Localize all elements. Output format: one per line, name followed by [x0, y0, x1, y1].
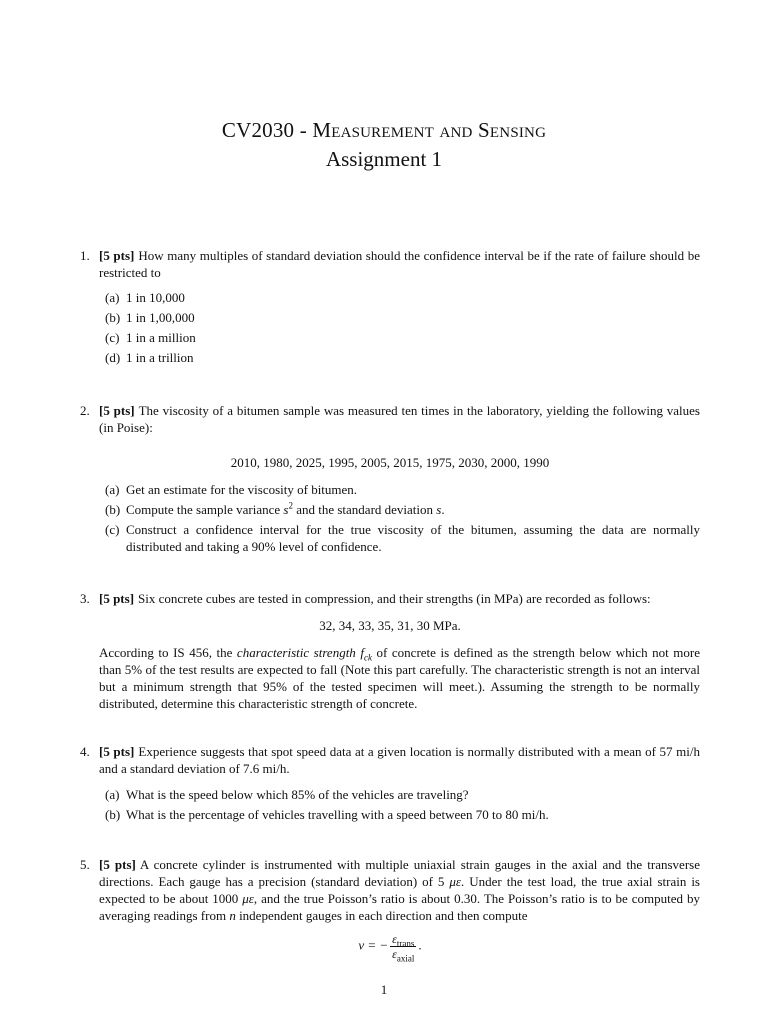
question-text: Six concrete cubes are tested in compression, and their strengths (in MPa) are recorded as follows:	[138, 591, 651, 606]
question-3	[80, 590, 700, 712]
sub-text: What is the speed below which 85% of the vehicles are traveling?	[126, 787, 469, 802]
equation-lhs: ν = −	[358, 937, 389, 953]
epsilon-symbol: ε	[392, 932, 397, 946]
subscript: trans	[396, 938, 415, 949]
question-paragraph	[99, 644, 700, 712]
assignment-title: Assignment 1	[325, 147, 443, 171]
question-text: A concrete cylinder is instrumented with multiple uniaxial strain gauges in the axial and the transverse directions. Each gauge has a precision (standard deviation) of 5	[99, 857, 700, 889]
question-text: . Under the test load, the true axial strain is expected to be about 1000	[99, 874, 700, 906]
question-number: 4.	[80, 744, 90, 759]
points-label: [5 pts]	[99, 744, 135, 759]
sub-label: (b)	[105, 310, 121, 325]
question-number: 5.	[80, 857, 90, 872]
sub-text: What is the percentage of vehicles travelling with a speed between 70 to 80 mi/h.	[126, 807, 549, 822]
question-number: 3.	[80, 591, 90, 606]
points-label: [5 pts]	[99, 248, 135, 263]
question-number: 2.	[80, 403, 90, 418]
equation-fraction	[390, 932, 416, 964]
sub-label: (a)	[105, 482, 120, 497]
equation-end: .	[418, 937, 422, 953]
sub-question	[105, 481, 700, 498]
subscript: axial	[396, 953, 415, 964]
sub-text: 1 in 10,000	[126, 290, 185, 305]
sub-text: 1 in a trillion	[126, 350, 194, 365]
sub-question-list	[105, 481, 700, 555]
question-text: Experience suggests that spot speed data at a given location is normally distributed with a mean of 57 mi/h and a standard deviation of 7.6 mi/h.	[99, 744, 700, 776]
sub-question	[105, 309, 700, 326]
question-text: , and the true Poisson’s ratio is about 0.30. The Poisson’s ratio is to be computed by averaging readings from	[99, 891, 700, 923]
subscript: ck	[363, 652, 372, 663]
sub-question	[105, 806, 700, 823]
sub-label: (b)	[105, 807, 121, 822]
sub-question-list	[105, 786, 700, 823]
sub-text: .	[441, 502, 445, 517]
sub-question	[105, 521, 700, 555]
sub-question-list	[105, 289, 700, 366]
defined-term: characteristic strength	[236, 645, 361, 660]
math-symbol: n	[229, 908, 236, 923]
paragraph-text: According to IS 456, the	[99, 645, 237, 660]
points-label: [5 pts]	[99, 403, 135, 418]
sub-label: (c)	[105, 522, 120, 537]
epsilon-symbol: ε	[392, 947, 397, 961]
viscosity-data: 2010, 1980, 2025, 1995, 2005, 2015, 1975, 2030, 2000, 1990	[230, 455, 550, 470]
question-1	[80, 247, 700, 369]
question-text: independent gauges in each direction and then compute	[235, 908, 528, 923]
sub-question	[105, 289, 700, 306]
question-5	[80, 856, 700, 964]
page-number: 1	[380, 982, 388, 997]
sub-question	[105, 329, 700, 346]
sub-question	[105, 349, 700, 366]
variance-symbol: s	[283, 502, 289, 517]
superscript: 2	[288, 500, 293, 511]
question-2	[80, 402, 700, 558]
question-4	[80, 743, 700, 826]
sub-label: (a)	[105, 787, 120, 802]
sub-label: (a)	[105, 290, 120, 305]
sub-text: 1 in 1,00,000	[126, 310, 195, 325]
sub-text: Get an estimate for the viscosity of bitumen.	[126, 482, 358, 497]
question-number: 1.	[80, 248, 90, 263]
question-text: How many multiples of standard deviation should the confidence interval be if the rate of failure should be restricted to	[99, 248, 700, 280]
points-label: [5 pts]	[99, 591, 135, 606]
points-label: [5 pts]	[99, 857, 136, 872]
sub-text: and the standard deviation	[292, 502, 437, 517]
sub-label: (c)	[105, 330, 120, 345]
course-title: CV2030 - Measurement and Sensing	[221, 118, 547, 142]
fraction-denominator	[390, 947, 416, 964]
paragraph-text: of concrete is defined as the strength below which not more than 5% of the test results are expected to fall (Note this part carefully. The characteristic strength is not an interval but a minimum strength that 95% of the tested specimen will meet.). Assuming the strength to be normally distributed, determine this characteristic strength of concrete.	[99, 645, 700, 711]
sub-text: Compute the sample variance	[126, 502, 284, 517]
std-symbol: s	[436, 502, 442, 517]
strength-data: 32, 34, 33, 35, 31, 30 MPa.	[319, 618, 461, 633]
math-symbol: f	[360, 645, 364, 660]
poisson-equation	[80, 932, 700, 964]
sub-text: 1 in a million	[126, 330, 196, 345]
question-text: The viscosity of a bitumen sample was measured ten times in the laboratory, yielding the following values (in Poise):	[99, 403, 700, 435]
sub-label: (d)	[105, 350, 121, 365]
sub-label: (b)	[105, 502, 121, 517]
sub-text: Construct a confidence interval for the true viscosity of the bitumen, assuming the data are normally distributed and taking a 90% level of confidence.	[126, 522, 700, 554]
sub-question	[105, 786, 700, 803]
sub-question	[105, 501, 700, 518]
unit-symbol: με	[242, 891, 254, 906]
fraction-numerator	[390, 932, 416, 947]
document-header	[0, 116, 768, 173]
unit-symbol: με	[449, 874, 462, 889]
